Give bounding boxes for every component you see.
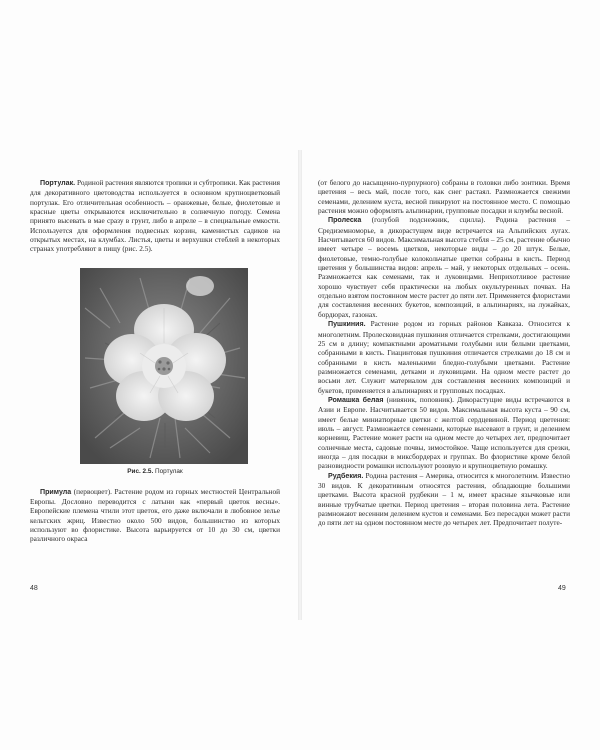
text-portulak: Родиной растения являются тропики и субтропики. Как растения для декоративного цветоводства используется в основном крупноцветковый портулак. Его отличительная особенность – оранжевые, белые, фиолетовые и красные цветы открываются исключительно в солнечную погоду. Семена принято высевать в мае сразу в грунт, либо в апреле – в специальные емкости. Используется для оформления подвесных корзин, каменистых садиков на открытых местах, на клумбах. Листья, цветы и верхушки стеблей в некоторых странах употребляют в пищу (рис. 2.5). [30,178,280,254]
paragraph-romashka [318,395,570,471]
page-number-right: 49 [558,585,566,592]
text-rudbekia: Родина растения – Америка, относится к многолетним. Известно 30 видов. К декоративным относятся растения, обладающие большими цветками. Высота красной рудбекии – 1 м, имеет красные язычковые или винные трубчатые цветки. Период цветения – вторая половина лета. Растение размножают весенним делением кустов и семенами. Без пересадки может расти до пяти лет на одном постоянном месте до четырех лет. Предпочитает полуте- [318,470,570,528]
term-romashka: Ромашка белая [328,395,384,404]
term-primula: Примула [40,487,72,496]
figure-caption [30,468,280,475]
term-pushkinia: Пушкиния. [328,320,366,329]
term-rudbekia: Рудбекия. [328,471,364,480]
figure-portulak-photo [80,268,248,464]
paragraph-pushkinia [318,319,570,395]
term-portulak: Портулак. [40,179,76,187]
left-page [30,178,280,544]
paragraph-primula [30,487,280,544]
caption-text: Портулак [153,467,183,475]
paragraph-proleska [318,215,570,319]
text-pushkinia: Растение родом из горных районов Кавказа. Относится к многолетним. Пролесковидная пушкиния отличается стрелками, достигающими 25 см в длину; компактными ароматными голубыми или белыми цветками, собранными в кисть. Гиацинтовая пушкиния отличается стрелками до 18 см и собранными в кисть маленькими бледно-голубыми цветками. Растение размножается семенами, детками и луковицами. На одном месте растет до восьми лет. Служит материалом для составления весенних композиций и букетов, применяется в альпинариях и групповых посадках. [318,319,570,395]
term-proleska: Пролеска [328,216,362,225]
right-page [318,178,570,528]
page-number-left: 48 [30,585,38,592]
text-proleska: (голубой подснежник, сцилла). Родина растения – Средиземноморье, в дикорастущем виде встречается на Альпийских лугах. Насчитывается 60 видов. Максимальная высота стебля – 25 см, растение обычно имеет четыре – восемь цветков, некоторые виды – до 20 штук. Белые, фиолетовые, темно-голубые колокольчатые цветки собраны в кисть. Период цветения у большинства видов: апрель – май, у некоторых отдельных – осень. Размножается как семенами, так и луковицами. Неприхотливое растение хорошо чувствует себя практически на любых окультуренных почвах. На отдельно взятом постоянном месте растет до пяти лет. Применяется флористами для составления весенних букетов, композиций, в альпинариях, на лужайках, бордюрах, газонах. [318,215,570,319]
portulak-flower-image [80,268,248,464]
caption-label: Рис. 2.5. [127,467,154,475]
paragraph-rudbekia [318,471,570,528]
book-gutter [298,150,302,620]
paragraph-primula-continued: (от белого до насыщенно-пурпурного) собраны в головки либо зонтики. Время цветения – весь май, после того, как снег растаял. Размножается свежими семенами, делением куста, весной пикируют на постоянное место. С помощью растения можно оформлять альпинарии, групповые посадки и клумбы весной. [318,178,570,216]
paragraph-portulak [30,178,280,254]
text-romashka: (нивяник, поповник). Дикорастущие виды встречаются в Азии и Европе. Насчитывается 50 видов. Максимальная высота куста – 90 см, имеет белые миниатюрные цветки с желтой сердцевиной. Период цветения: июль – август. Размножается семенами, которые высевают в грунт, и делением корневищ. Растение может расти на одном месте до четырех лет, предпочитает солнечные места, садовые почвы, зимостойкое. Чаще используется для срезки, иногда – для посадки в миксбордерах и группах. Во флористике кроме белой разновидности ромашки используют розовую и крупноцветную ромашку. [318,394,570,471]
text-primula: (первоцвет). Растение родом из горных местностей Центральной Европы. Дословно переводится с латыни как «первый цветок весны». Европейские племена чтили этот цветок, его даже включали в любовное зелье кельтских жриц. Известно около 500 видов, большинство из которых используют во флористике. Высота варьируется от 10 до 30 см, цветки различного окраса [30,486,280,544]
